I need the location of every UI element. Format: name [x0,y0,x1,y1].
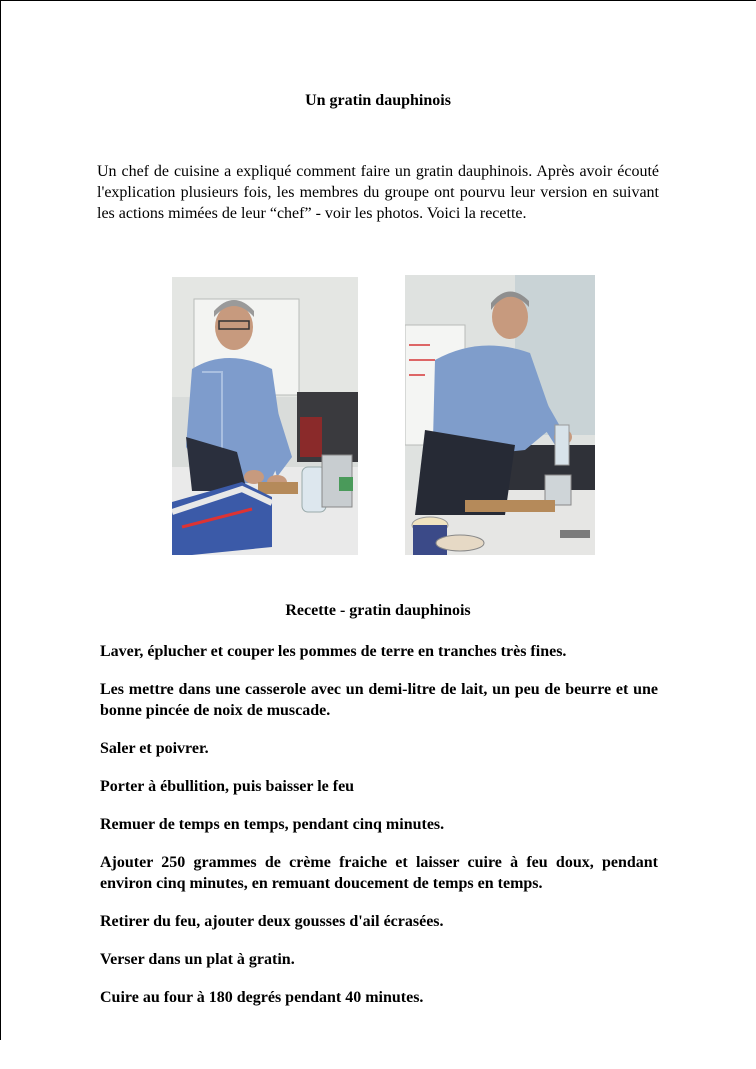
recipe-step: Verser dans un plat à gratin. [100,951,295,968]
recipe-step: Les mettre dans une casserole avec un demi-litre de lait, un peu de beurre et une bonne pincée de noix de muscade. [100,681,658,719]
recipe-title: Recette - gratin dauphinois [285,602,471,619]
recipe-step: Ajouter 250 grammes de crème fraiche et laisser cuire à feu doux, pendant environ cinq minutes, en remuant doucement de temps en temps. [100,854,658,892]
recipe-step: Laver, éplucher et couper les pommes de terre en tranches très fines. [100,643,567,660]
intro-paragraph: Un chef de cuisine a expliqué comment faire un gratin dauphinois. Après avoir écouté l'explication plusieurs fois, les membres du groupe ont pourvu leur version en suivant les actions mimées de leur “chef” - voir les photos. Voici la recette. [97,163,659,222]
recipe-step: Retirer du feu, ajouter deux gousses d'ail écrasées. [100,913,444,930]
recipe-step: Cuire au four à 180 degrés pendant 40 minutes. [100,989,424,1006]
page-border-left [0,0,1,1040]
chef-kneading-photo [172,277,358,555]
recipe-step: Saler et poivrer. [100,740,209,757]
recipe-steps [100,641,658,1025]
recipe-step: Porter à ébullition, puis baisser le feu [100,778,355,795]
chef-holding-bottle-photo [405,275,595,555]
page-border-top [0,0,756,1]
recipe-step: Remuer de temps en temps, pendant cinq minutes. [100,816,445,833]
document-title: Un gratin dauphinois [305,92,451,109]
